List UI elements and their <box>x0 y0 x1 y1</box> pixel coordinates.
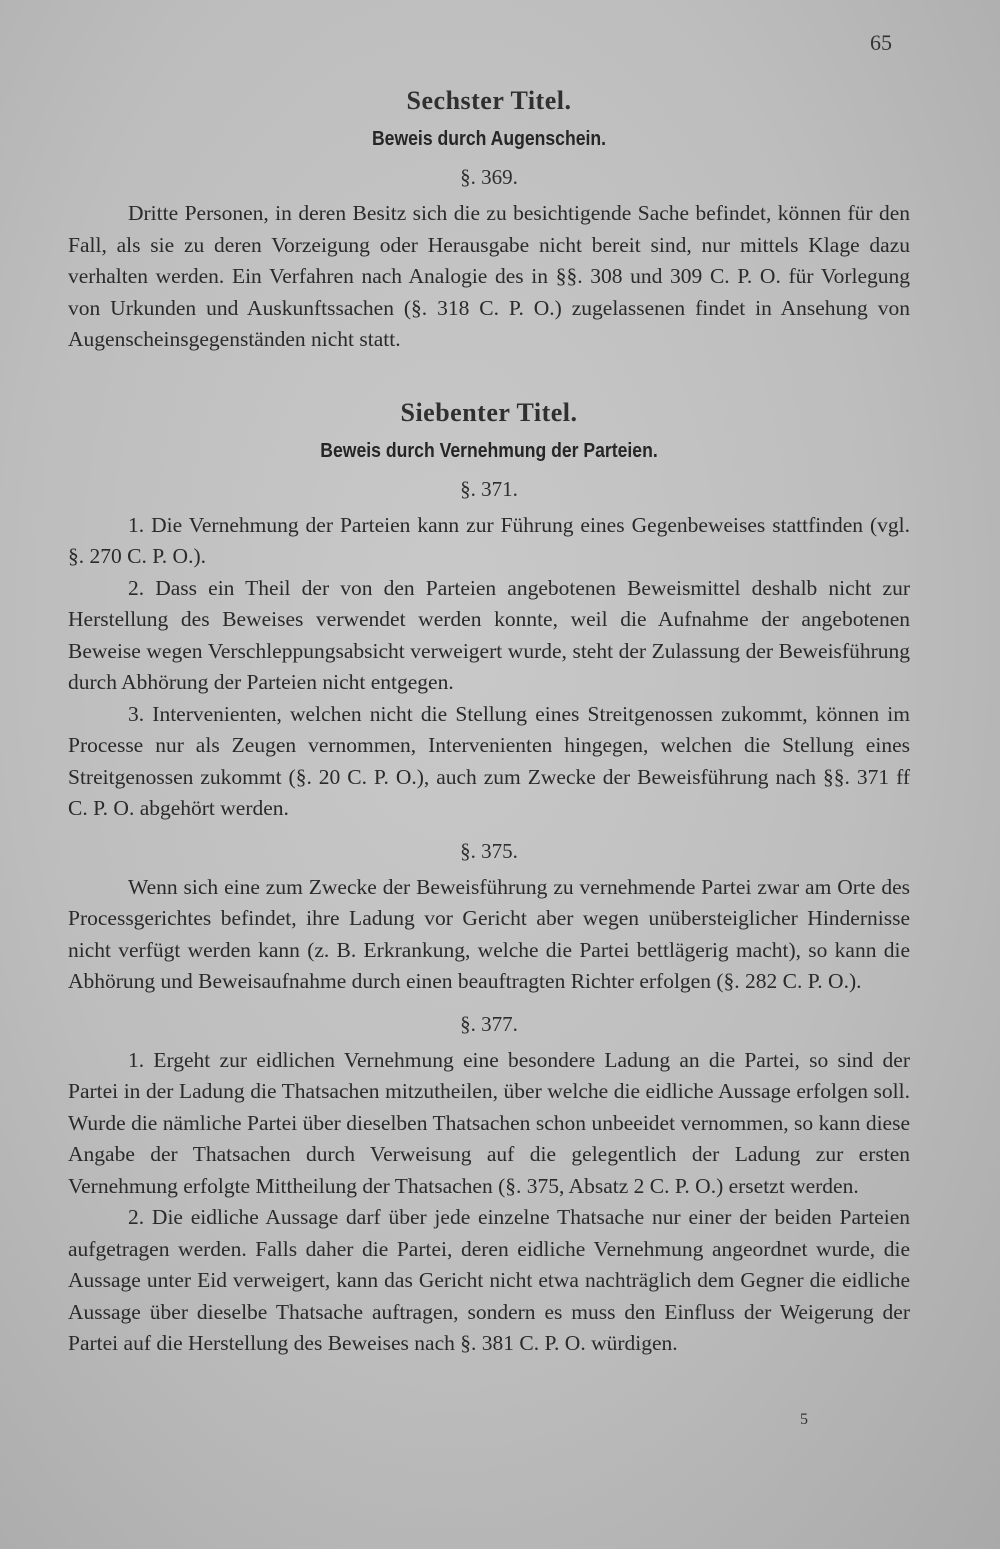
paragraph-text: 3. Intervenienten, welchen nicht die Stellung eines Streitgenossen zukommt, können im Processe nur als Zeugen vernommen, Intervenienten hingegen, welchen die Stellung eines Streitgenossen zukommt (§. 20 C. P. O.), auch zum Zwecke der Beweisführung nach §§. 371 ff C. P. O. abgehört werden. <box>68 701 910 820</box>
paragraph-text: 1. Ergeht zur eidlichen Vernehmung eine besondere Ladung an die Partei, so sind der Partei in der Ladung die Thatsachen mitzutheilen, über welche die eidliche Aussage erfolgen soll. Wurde die nämliche Partei über dieselben Thatsachen schon unbeeidet vernommen, so kann diese Angabe der Thatsachen durch Verweisung auf die gelegentlich der Ladung zur ersten Vernehmung erfolgte Mittheilung der Thatsachen (§. 375, Absatz 2 C. P. O.) ersetzt werden. <box>68 1047 910 1198</box>
page-number: 65 <box>870 30 892 55</box>
section-title: Sechster Titel. <box>406 86 572 115</box>
section-subtitle: Beweis durch Vernehmung der Parteien. <box>320 439 658 462</box>
paragraph-text: 1. Die Vernehmung der Parteien kann zur Führung eines Gegenbeweises stattfinden (vgl. §. 270 C. P. O.). <box>68 512 910 568</box>
page-content <box>68 86 910 1360</box>
paragraph-text: Wenn sich eine zum Zwecke der Beweisführung zu vernehmende Partei zwar am Orte des Processgerichtes befindet, ihre Ladung vor Gericht aber wegen unübersteiglicher Hindernisse nicht verfügt werden kann (z. B. Erkrankung, welche die Partei bettlägerig macht), so kann die Abhörung und Beweisaufnahme durch einen beauftragten Richter erfolgen (§. 282 C. P. O.). <box>68 874 910 993</box>
paragraph-text: 2. Die eidliche Aussage darf über jede einzelne Thatsache nur einer der beiden Parteien aufgetragen werden. Falls daher die Partei, deren eidliche Vernehmung angeordnet wurde, die Aussage unter Eid verweigert, kann das Gericht nicht etwa nachträglich dem Gegner die eidliche Aussage über dieselbe Thatsache auftragen, sondern es muss den Einfluss der Weigerung der Partei auf die Herstellung des Beweises nach §. 381 C. P. O. würdigen. <box>68 1205 910 1355</box>
section-title: Siebenter Titel. <box>400 397 578 427</box>
paragraph-symbol: §. 377. <box>460 1011 518 1036</box>
paragraph-symbol: §. 375. <box>460 838 518 863</box>
section-subtitle: Beweis durch Augenschein. <box>371 128 607 150</box>
paragraph-symbol: §. 369. <box>460 165 518 189</box>
paragraph-text: Dritte Personen, in deren Besitz sich die zu besichtigende Sache befindet, können für den Fall, als sie zu deren Vorzeigung oder Herausgabe nicht bereit sind, nur mittels Klage dazu verhalten werden. Ein Verfahren nach Analogie des in §§. 308 und 309 C. P. O. für Vorlegung von Urkunden und Auskunftssachen (§. 318 C. P. O.) zugelassenen findet in Ansehung von Augenscheinsgegenständen nicht statt. <box>68 201 910 351</box>
paragraph-symbol: §. 371. <box>460 476 518 501</box>
paragraph-text: 2. Dass ein Theil der von den Parteien angebotenen Beweismittel deshalb nicht zur Herstellung des Beweises verwendet werden konnte, weil die Aufnahme der angebotenen Beweise wegen Verschleppungsabsicht verweigert wurde, steht der Zulassung der Beweisführung durch Abhörung der Parteien nicht entgegen. <box>68 575 910 694</box>
signature-mark: 5 <box>800 1411 808 1428</box>
